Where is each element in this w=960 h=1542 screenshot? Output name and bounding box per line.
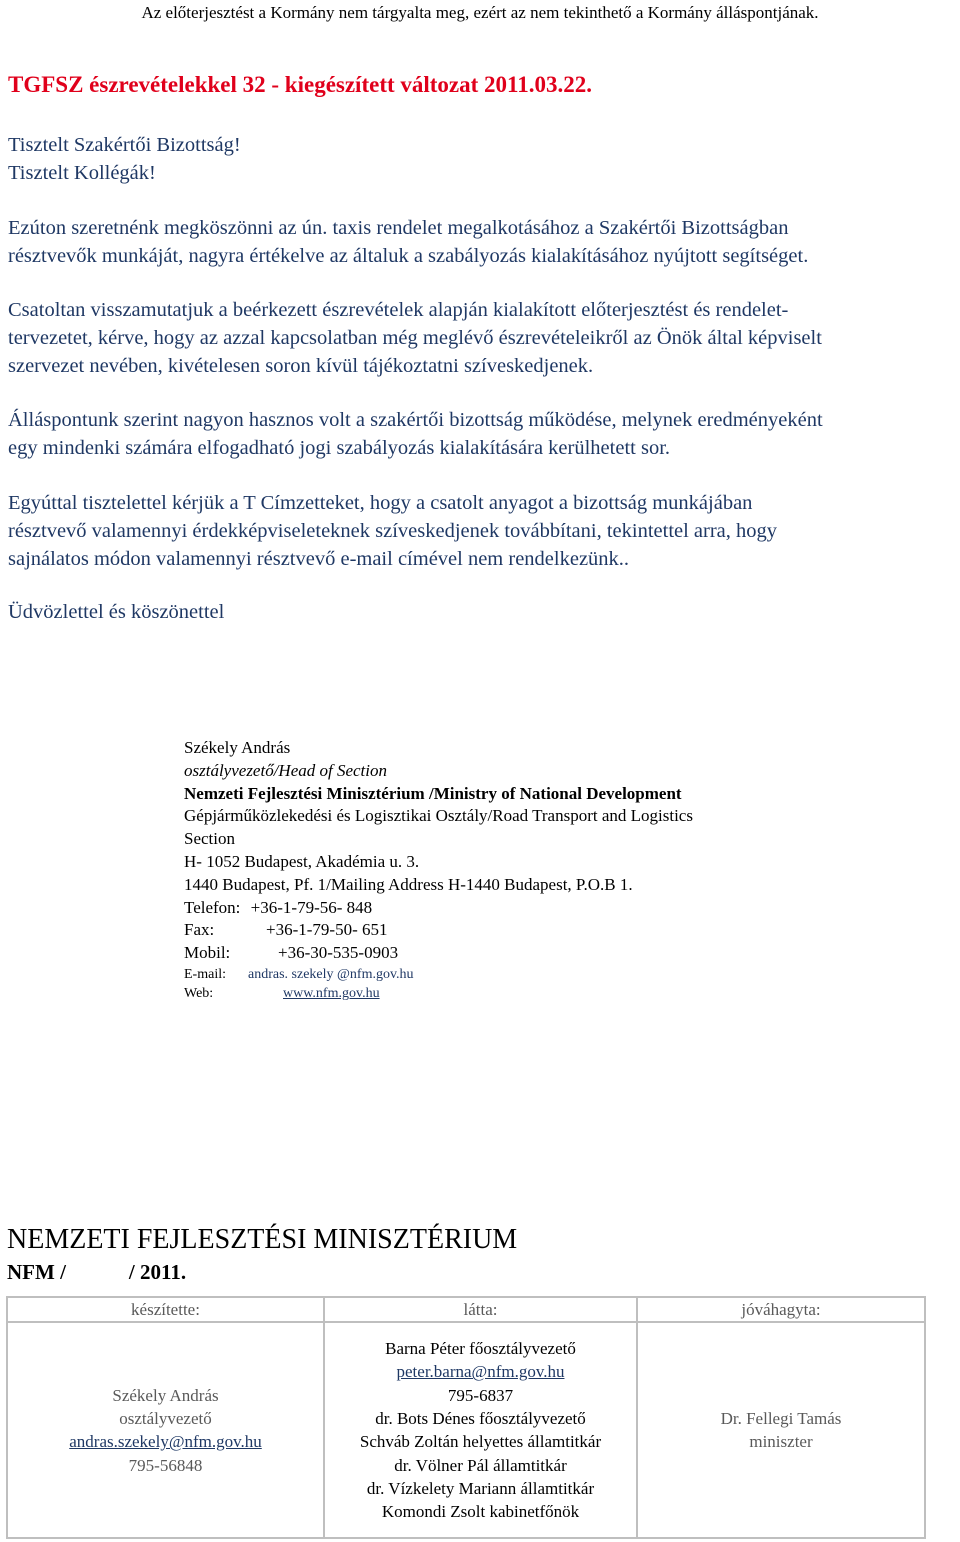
- signature-mobile: [184, 942, 693, 965]
- approved-name: Dr. Fellegi Tamás: [720, 1409, 842, 1428]
- approved-cell: [637, 1322, 925, 1538]
- web-link[interactable]: www.nfm.gov.hu: [283, 986, 380, 1002]
- paragraph-line: egy mindenki számára elfogadható jogi szabályozás kialakítására kerülhetett sor.: [8, 437, 671, 459]
- signature-name: Székely András: [184, 738, 291, 757]
- signature-mailing-address: 1440 Budapest, Pf. 1/Mailing Address H-1440 Budapest, P.O.B 1.: [184, 874, 633, 894]
- seen-line: dr. Bots Dénes főosztályvezető: [375, 1409, 586, 1428]
- closing-line: Üdvözlettel és köszönettel: [8, 601, 225, 623]
- seen-email-link[interactable]: peter.barna@nfm.gov.hu: [396, 1362, 565, 1382]
- mobile-label: Mobil:: [184, 943, 231, 963]
- paragraph-request: [8, 489, 960, 573]
- paragraph-line: tervezetet, kérve, hogy az azzal kapcsolatban még meglévő észrevételeikről az Önök által képviselt: [8, 327, 822, 349]
- reference-number: NFM / / 2011.: [7, 1260, 187, 1284]
- paragraph-line: Álláspontunk szerint nagyon hasznos volt a szakértői bizottság működése, melynek eredményeként: [8, 409, 823, 431]
- paragraph-attached: [8, 296, 960, 380]
- paragraph-thanks: [8, 214, 960, 270]
- paragraph-line: szervezet nevében, kivételesen soron kívül tájékoztatni szíveskedjenek.: [8, 355, 594, 377]
- phone-label: Telefon:: [184, 897, 241, 917]
- signature-fax: [184, 919, 693, 942]
- phone-value: +36-1-79-56- 848: [250, 897, 373, 917]
- prepared-email-link[interactable]: andras.szekely@nfm.gov.hu: [69, 1432, 262, 1452]
- approved-role: miniszter: [749, 1432, 813, 1452]
- table-header-row: [7, 1297, 925, 1322]
- web-label: Web:: [184, 986, 214, 1002]
- signature-department-cont: Section: [184, 829, 235, 849]
- signature-position: osztályvezető/Head of Section: [184, 760, 388, 780]
- greeting-line-1: Tisztelt Szakértői Bizottság!: [8, 134, 241, 156]
- seen-line: Barna Péter főosztályvezető: [385, 1339, 576, 1359]
- seen-line: dr. Völner Pál államtitkár: [394, 1455, 567, 1475]
- seen-line: Komondi Zsolt kabinetfőnök: [381, 1502, 580, 1522]
- header-seen: látta:: [324, 1297, 637, 1322]
- ministry-name: NEMZETI FEJLESZTÉSI MINISZTÉRIUM: [7, 1224, 518, 1255]
- seen-line: Schváb Zoltán helyettes államtitkár: [359, 1432, 602, 1452]
- approval-table: [6, 1296, 926, 1539]
- paragraph-line: Ezúton szeretnénk megköszönni az ún. taxis rendelet megalkotásához a Szakértői Bizottságban: [8, 217, 789, 239]
- paragraph-line: résztvevők munkáját, nagyra értékelve az általuk a szabályozás kialakításához nyújtott segítséget.: [8, 245, 809, 267]
- prepared-name: Székely András: [112, 1385, 219, 1405]
- prepared-phone: 795-56848: [128, 1455, 203, 1475]
- greeting-line-2: Tisztelt Kollégák!: [8, 162, 156, 184]
- paragraph-line: Egyúttal tisztelettel kérjük a T Címzetteket, hogy a csatolt anyagot a bizottság munkájában: [8, 492, 753, 514]
- paragraph-line: Csatoltan visszamutatjuk a beérkezett észrevételek alapján kialakított előterjesztést és rendelet-: [8, 299, 789, 321]
- prepared-role: osztályvezető: [119, 1409, 212, 1428]
- seen-phone: 795-6837: [447, 1385, 514, 1405]
- signature-web: [184, 984, 693, 1004]
- table-row: [7, 1322, 925, 1538]
- signature-department: Gépjárműközlekedési és Logisztikai Osztály/Road Transport and Logistics: [184, 806, 693, 826]
- email-label: E-mail:: [184, 966, 226, 982]
- fax-label: Fax:: [184, 920, 215, 940]
- paragraph-line: résztvevő valamennyi érdekképviseleteknek szíveskedjenek továbbítani, tekintettel arra, hogy: [8, 520, 778, 542]
- seen-cell: [324, 1322, 637, 1538]
- seen-line: dr. Vízkelety Mariann államtitkár: [366, 1478, 595, 1498]
- fax-value: +36-1-79-50- 651: [266, 920, 388, 940]
- signature-phone: [184, 897, 693, 920]
- paragraph-line: sajnálatos módon valamennyi résztvevő e-mail címével nem rendelkezünk..: [8, 548, 630, 570]
- greeting: [8, 131, 960, 187]
- prepared-cell: [7, 1322, 324, 1538]
- email-signature: [184, 737, 693, 1004]
- mobile-value: +36-30-535-0903: [278, 943, 399, 963]
- document-title: TGFSZ észrevételekkel 32 - kiegészített változat 2011.03.22.: [8, 72, 593, 97]
- signature-ministry: Nemzeti Fejlesztési Minisztérium /Ministry of National Development: [184, 783, 682, 803]
- signature-address: H- 1052 Budapest, Akadémia u. 3.: [184, 851, 420, 871]
- email-value[interactable]: andras. szekely @nfm.gov.hu: [248, 966, 414, 982]
- signature-email: [184, 965, 693, 985]
- paragraph-opinion: [8, 406, 960, 462]
- header-prepared: készítette:: [7, 1297, 324, 1322]
- disclaimer-notice: Az előterjesztést a Kormány nem tárgyalta meg, ezért az nem tekinthető a Kormány álláspontjának.: [141, 3, 819, 22]
- header-approved: jóváhagyta:: [637, 1297, 925, 1322]
